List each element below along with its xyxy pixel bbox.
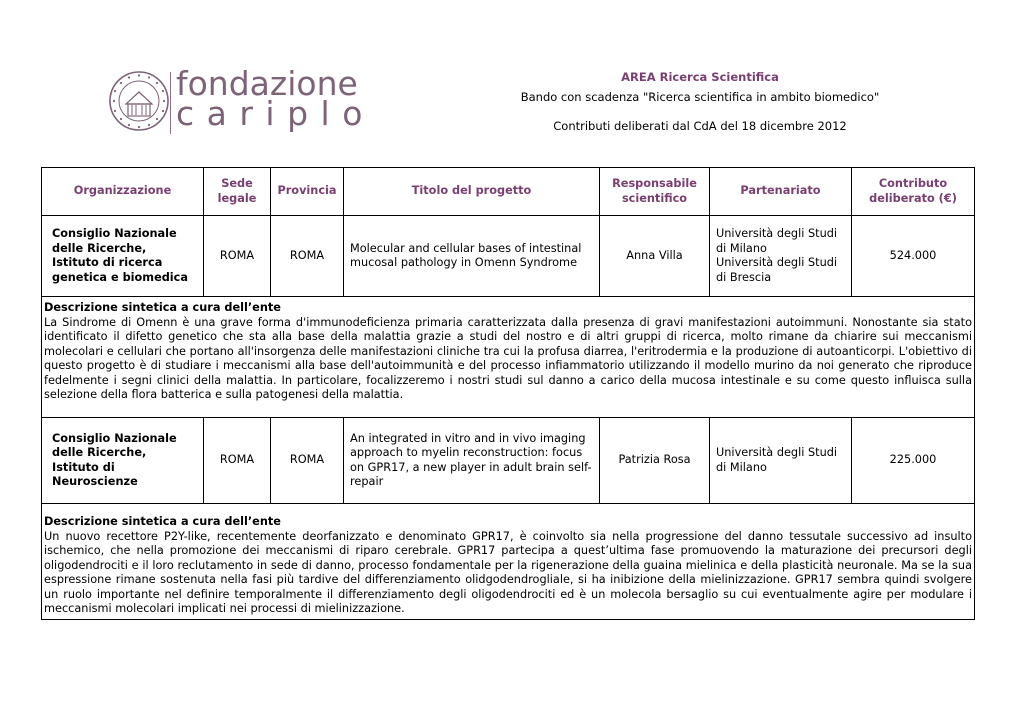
area-title: AREA Ricerca Scientifica [621,70,779,84]
cell-provincia: ROMA [271,418,344,504]
table-row [42,216,975,297]
logo-divider [170,72,171,134]
cell-contributo: 524.000 [852,216,975,297]
col-header-sede: Sede legale [204,168,271,216]
cell-provincia: ROMA [271,216,344,297]
col-header-provincia: Provincia [271,168,344,216]
cell-responsabile: Patrizia Rosa [600,418,710,504]
table-row [42,418,975,504]
col-header-contributo: Contributo deliberato (€) [852,168,975,216]
description-cell [42,297,975,418]
col-header-titolo: Titolo del progetto [344,168,600,216]
description-row [42,297,975,418]
table-header-row [42,168,975,216]
col-header-partenariato: Partenariato [710,168,852,216]
cell-sede: ROMA [204,216,271,297]
cell-titolo: An integrated in vitro and in vivo imaging approach to myelin reconstruction: focus on GPR17, a new player in adult brain self-repair [344,418,600,504]
description-text: La Sindrome di Omenn è una grave forma d'immunodeficienza primaria caratterizzata dalla presenza di gravi manifestazioni autoimmuni. Nonostante sia stato identificato il difetto genetico che sta alla base della malattia grazie a studi del nostro e di altri gruppi di ricerca, molto rimane da chiarire sui meccanismi molecolari e cellulari che portano all'insorgenza delle manifestazioni cliniche tra cui la profusa diarrea, l'eritrodermia e la produzione di autoanticorpi. L'obiettivo di questo progetto è di studiare i meccanismi alla base dell'autoimmunità e del processo infiammatorio utilizzando il modello murino da noi generato che riproduce fedelmente i segni clinici della malattia. In particolare, focalizzeremo i nostri studi sul danno a carico della mucosa intestinale e su come questo influisca sulla selezione della flora batterica e sulla patogenesi della malattia. [44,315,972,401]
contributi-date: Contributi deliberati dal CdA del 18 dicembre 2012 [553,119,847,133]
logo-word-fondazione: fondazione [176,64,358,103]
col-header-responsabile: Responsabile scientifico [600,168,710,216]
logo-word-cariplo: cariplo [176,94,375,133]
cell-responsabile: Anna Villa [600,216,710,297]
description-text: Un nuovo recettore P2Y-like, recentemente deorfanizzato e denominato GPR17, è coinvolto sia nella progressione del danno tessutale successivo ad insulto ischemico, che nella promozione dei meccanismi di riparo cerebrale. GPR17 partecipa a quest’ultima fase promuovendo la maturazione dei precursori degli oligodendrociti e il loro reclutamento in sede di danno, processo fondamentale per la rigenerazione della guaina mielinica e della plasticità neuronale. Ma se la sua espressione rimane sostenuta nella fasi più tardive del differenziamento olidgodendrogliale, si ha inibizione della mielinizzazione. GPR17 sembra quindi svolgere un ruolo importante nel definire temporalmente il differenziamento degli oligodendrociti ed è un molecola bersaglio su cui eventualmente agire per modulare i meccanismi molecolari implicati nei processi di mielinizzazione. [44,529,972,615]
description-cell [42,504,975,620]
cell-organizzazione: Consiglio Nazionale delle Ricerche, Istituto di ricerca genetica e biomedica [42,216,204,297]
cell-partenariato: Università degli Studi di Milano Università degli Studi di Brescia [710,216,852,297]
col-header-organizzazione: Organizzazione [42,168,204,216]
description-heading: Descrizione sintetica a cura dell’ente [44,515,281,528]
contributi-table [41,167,975,620]
bando-title: Bando con scadenza "Ricerca scientifica in ambito biomedico" [520,90,880,104]
description-row [42,504,975,620]
cell-titolo: Molecular and cellular bases of intestinal mucosal pathology in Omenn Syndrome [344,216,600,297]
cell-contributo: 225.000 [852,418,975,504]
cell-partenariato: Università degli Studi di Milano [710,418,852,504]
description-heading: Descrizione sintetica a cura dell’ente [44,301,281,314]
seal-icon [108,70,170,132]
cell-organizzazione: Consiglio Nazionale delle Ricerche, Istituto di Neuroscienze [42,418,204,504]
cell-sede: ROMA [204,418,271,504]
